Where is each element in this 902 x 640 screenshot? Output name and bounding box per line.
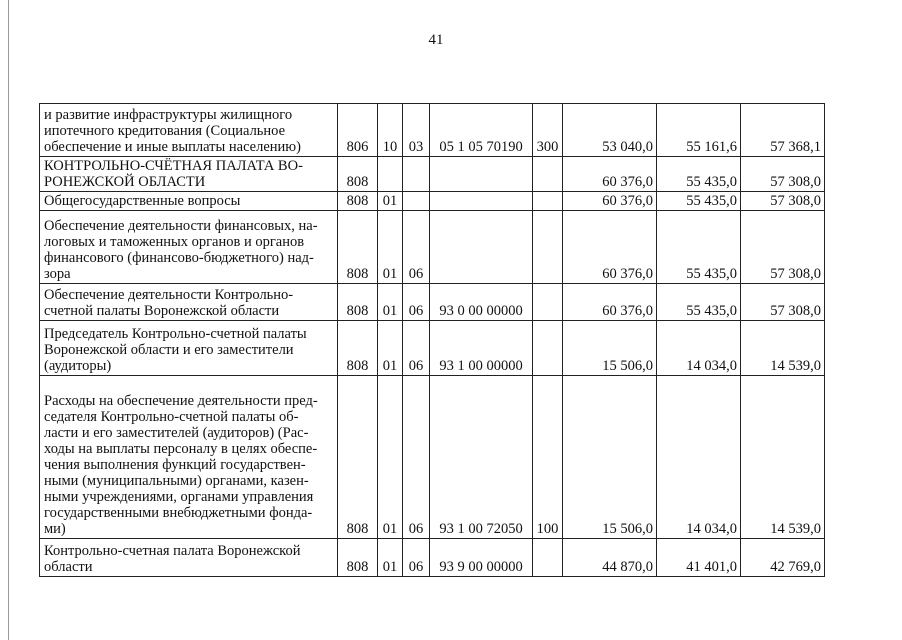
cell-name (40, 104, 338, 157)
cell-name (40, 157, 338, 192)
cell-name-line: обеспечение и иные выплаты населению) (44, 139, 301, 155)
cell-name-line: РОНЕЖСКОЙ ОБЛАСТИ (44, 174, 206, 190)
cell-ved: 808 (338, 157, 378, 192)
cell-name-line: ми) (44, 521, 66, 537)
cell-year2: 14 034,0 (657, 321, 741, 376)
cell-name-line: ходы на выплаты персоналу в целях обеспе- (44, 441, 318, 457)
cell-name-line: Воронежской области и его заместители (44, 342, 294, 358)
cell-pr: 06 (403, 211, 430, 284)
table-row (40, 376, 825, 539)
cell-name-line: Обеспечение деятельности финансовых, на- (44, 218, 318, 234)
cell-name (40, 211, 338, 284)
cell-ved: 808 (338, 284, 378, 321)
cell-csr: 93 9 00 00000 (430, 539, 533, 577)
cell-name-line: финансового (финансово-бюджетного) над- (44, 250, 314, 266)
table-row (40, 539, 825, 577)
cell-csr (430, 211, 533, 284)
cell-year3: 14 539,0 (741, 376, 825, 539)
table-body (40, 104, 825, 577)
cell-year1: 60 376,0 (563, 157, 657, 192)
cell-name-line: Общегосударственные вопросы (44, 193, 241, 209)
cell-ved: 808 (338, 539, 378, 577)
cell-pr (403, 192, 430, 211)
cell-rz (378, 157, 403, 192)
cell-name-line: ными (муниципальными) органами, казен- (44, 473, 309, 489)
cell-name-line: счетной палаты Воронежской области (44, 303, 280, 319)
cell-year2: 41 401,0 (657, 539, 741, 577)
cell-name-line: Председатель Контрольно-счетной палаты (44, 326, 307, 342)
cell-rz: 01 (378, 376, 403, 539)
cell-rz: 01 (378, 539, 403, 577)
cell-year3: 14 539,0 (741, 321, 825, 376)
cell-csr: 93 1 00 00000 (430, 321, 533, 376)
cell-csr (430, 157, 533, 192)
cell-csr: 93 1 00 72050 (430, 376, 533, 539)
cell-vr (533, 284, 563, 321)
cell-rz: 01 (378, 211, 403, 284)
cell-year3: 57 308,0 (741, 192, 825, 211)
cell-year2: 55 435,0 (657, 211, 741, 284)
cell-year2: 55 435,0 (657, 284, 741, 321)
cell-name-line: логовых и таможенных органов и органов (44, 234, 305, 250)
cell-name-line: Контрольно-счетная палата Воронежской (44, 543, 301, 559)
cell-pr: 06 (403, 539, 430, 577)
cell-year1: 53 040,0 (563, 104, 657, 157)
cell-vr (533, 321, 563, 376)
cell-year3: 57 368,1 (741, 104, 825, 157)
cell-name-line: ипотечного кредитования (Социальное (44, 123, 286, 139)
cell-csr: 93 0 00 00000 (430, 284, 533, 321)
cell-year1: 15 506,0 (563, 376, 657, 539)
cell-vr (533, 539, 563, 577)
cell-year1: 44 870,0 (563, 539, 657, 577)
cell-ved: 808 (338, 192, 378, 211)
budget-table (39, 103, 825, 577)
cell-name-line: Обеспечение деятельности Контрольно- (44, 287, 294, 303)
cell-pr: 06 (403, 376, 430, 539)
cell-year3: 42 769,0 (741, 539, 825, 577)
page-number: 41 (428, 32, 444, 48)
cell-pr: 06 (403, 284, 430, 321)
cell-vr: 300 (533, 104, 563, 157)
cell-pr: 06 (403, 321, 430, 376)
cell-csr (430, 192, 533, 211)
cell-rz: 01 (378, 321, 403, 376)
cell-name (40, 376, 338, 539)
scan-edge-line (8, 0, 9, 640)
cell-ved: 808 (338, 211, 378, 284)
cell-vr (533, 157, 563, 192)
table-row (40, 211, 825, 284)
cell-name (40, 284, 338, 321)
cell-year3: 57 308,0 (741, 284, 825, 321)
cell-name (40, 192, 338, 211)
cell-name-line: Расходы на обеспечение деятельности пред- (44, 393, 318, 409)
cell-rz: 01 (378, 192, 403, 211)
cell-year2: 55 161,6 (657, 104, 741, 157)
cell-csr: 05 1 05 70190 (430, 104, 533, 157)
cell-year2: 55 435,0 (657, 192, 741, 211)
table-row (40, 321, 825, 376)
cell-name-line: области (44, 559, 93, 575)
cell-vr: 100 (533, 376, 563, 539)
table-row (40, 284, 825, 321)
cell-name-line: (аудиторы) (44, 358, 112, 374)
table-row (40, 157, 825, 192)
cell-name-line: государственными внебюджетными фонда- (44, 505, 313, 521)
cell-name (40, 539, 338, 577)
cell-pr: 03 (403, 104, 430, 157)
cell-year1: 60 376,0 (563, 284, 657, 321)
cell-year1: 60 376,0 (563, 211, 657, 284)
cell-year1: 15 506,0 (563, 321, 657, 376)
cell-year3: 57 308,0 (741, 157, 825, 192)
cell-year3: 57 308,0 (741, 211, 825, 284)
cell-rz: 01 (378, 284, 403, 321)
cell-year1: 60 376,0 (563, 192, 657, 211)
cell-pr (403, 157, 430, 192)
cell-rz: 10 (378, 104, 403, 157)
cell-name-line: седателя Контрольно-счетной палаты об- (44, 409, 299, 425)
cell-vr (533, 211, 563, 284)
table-row (40, 192, 825, 211)
cell-name (40, 321, 338, 376)
cell-name-line: и развитие инфраструктуры жилищного (44, 107, 293, 123)
cell-year2: 14 034,0 (657, 376, 741, 539)
cell-name-line: чения выполнения функций государствен- (44, 457, 306, 473)
cell-name-line: зора (44, 266, 71, 282)
cell-ved: 808 (338, 376, 378, 539)
cell-ved: 806 (338, 104, 378, 157)
cell-name-line: КОНТРОЛЬНО-СЧЁТНАЯ ПАЛАТА ВО- (44, 158, 303, 174)
cell-ved: 808 (338, 321, 378, 376)
cell-name-line: ными учреждениями, органами управления (44, 489, 314, 505)
table-row (40, 104, 825, 157)
cell-name-line: ласти и его заместителей (аудиторов) (Рас- (44, 425, 309, 441)
cell-vr (533, 192, 563, 211)
cell-year2: 55 435,0 (657, 157, 741, 192)
